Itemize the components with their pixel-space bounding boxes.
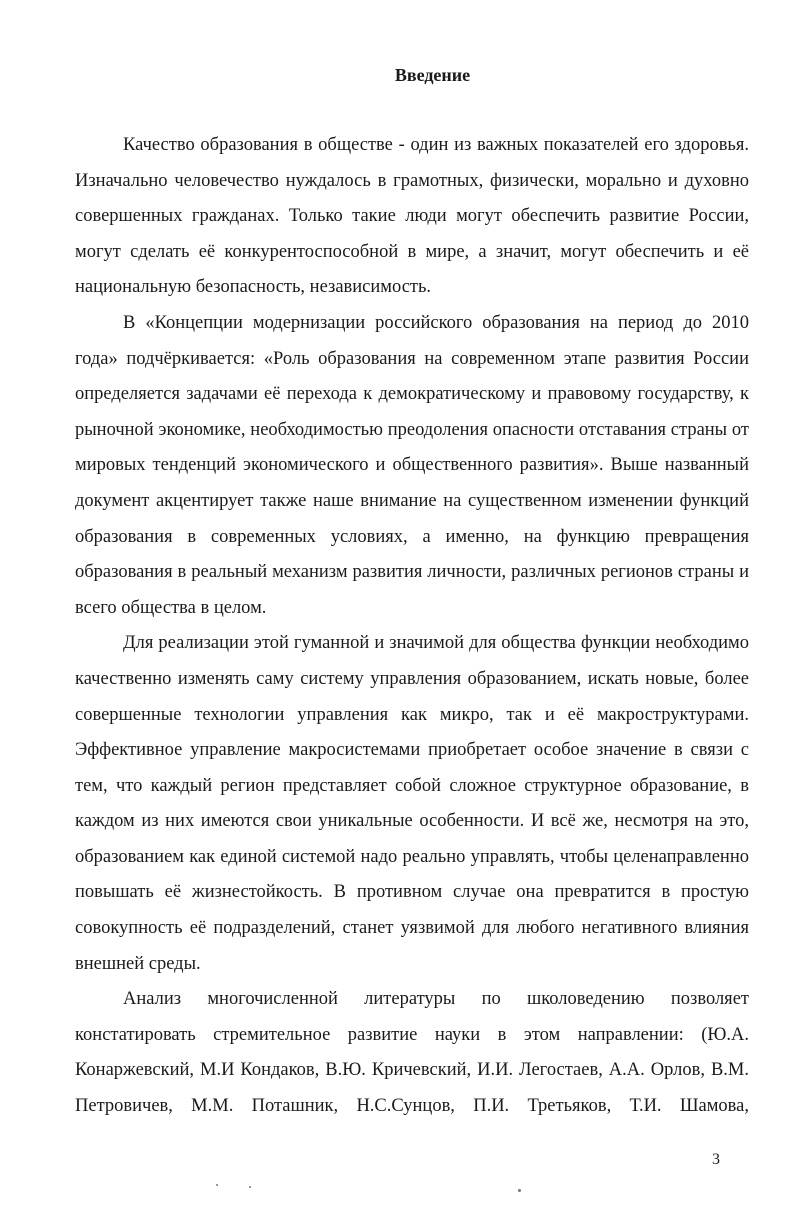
scan-speck xyxy=(216,1184,218,1186)
document-title: Введение xyxy=(394,65,471,85)
paragraph-4: Анализ многочисленной литературы по школоведению позволяет констатировать стремительное развитие науки в этом направлении: (Ю.А. Конаржевский, М.И Кондаков, В.Ю. Кричевский, И.И. Легостаев, А.А. Орлов, В.М. Петровичев, М.М. Поташник, Н.С.Сунцов, П.И. Третьяков, Т.И. Шамова, xyxy=(75,989,749,1117)
document-body xyxy=(75,128,749,1125)
paragraph-1: Качество образования в обществе - один из важных показателей его здоровья. Изначально человечество нуждалось в грамотных, физически, морально и духовно совершенных гражданах. Только такие люди могут обеспечить развитие России, могут сделать её конкурентоспособной в мире, а значит, могут обеспечить и её национальную безопасность, независимость. xyxy=(75,135,749,298)
scan-speck xyxy=(249,1186,251,1188)
paragraph-3: Для реализации этой гуманной и значимой для общества функции необходимо качественно изменять саму систему управления образованием, искать новые, более совершенные технологии управления как микро, так и её макроструктурами. Эффективное управление макросистемами приобретает особое значение в связи с тем, что каждый регион представляет собой сложное структурное образование, в каждом из них имеются свои уникальные особенности. И всё же, несмотря на это, образованием как единой системой надо реально управлять, чтобы целенаправленно повышать её жизнестойкость. В противном случае она превратится в простую совокупность её подразделений, станет уязвимой для любого негативного влияния внешней среды. xyxy=(75,633,749,974)
page-number: 3 xyxy=(712,1151,720,1168)
paragraph-2: В «Концепции модернизации российского образования на период до 2010 года» подчёркивается: «Роль образования на современном этапе развития России определяется задачами её перехода к демократическому и правовому государству, к рыночной экономике, необходимостью преодоления опасности отставания страны от мировых тенденций экономического и общественного развития». Выше названный документ акцентирует также наше внимание на существенном изменении функций образования в современных условиях, а именно, на функцию превращения образования в реальный механизм развития личности, различных регионов страны и всего общества в целом. xyxy=(75,312,749,618)
scan-speck xyxy=(518,1189,521,1192)
